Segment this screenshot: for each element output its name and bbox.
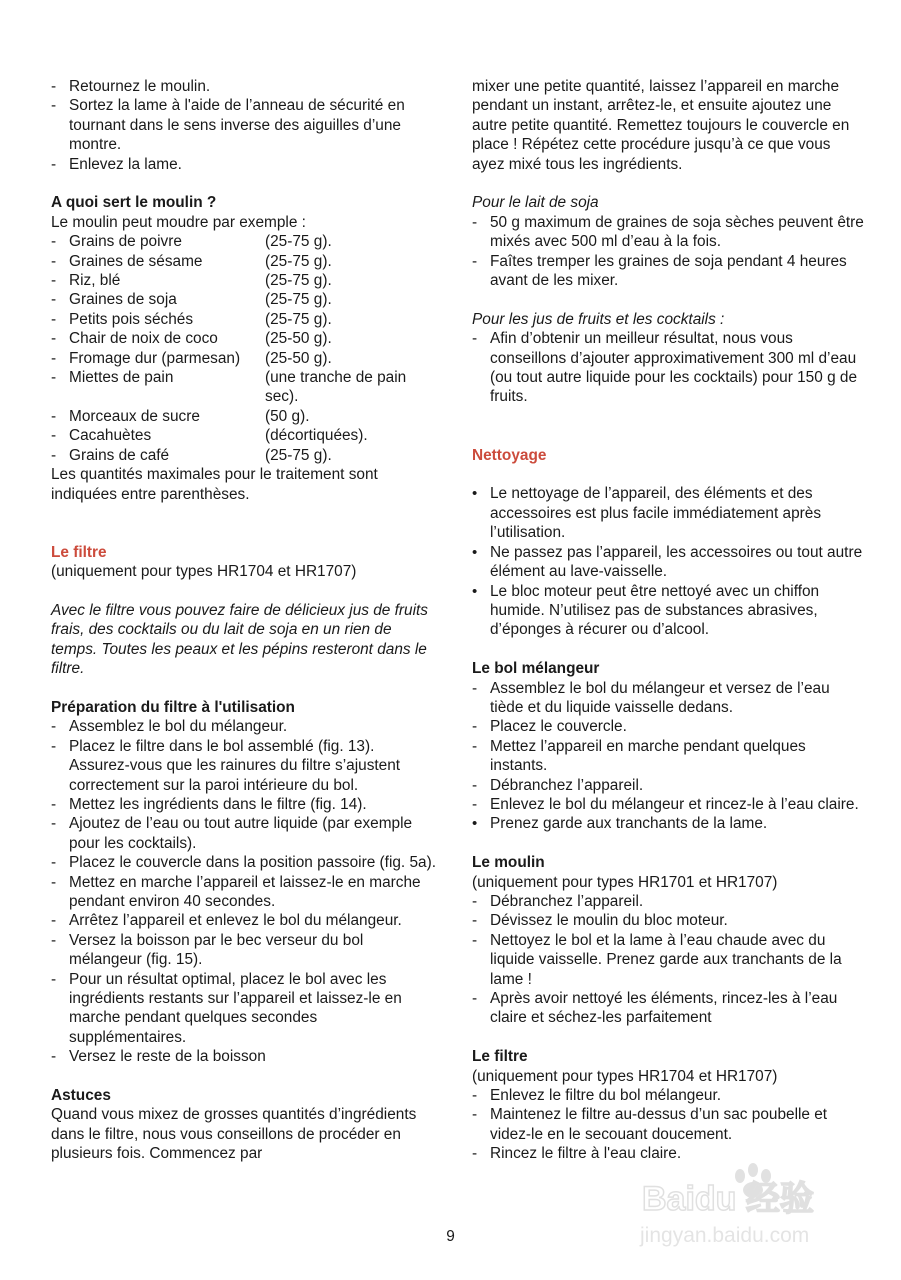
right-column [472, 77, 864, 1164]
list-item: - Assemblez le bol du mélangeur et versez de l’eau tiède et du liquide vaisselle dedans. [472, 679, 830, 716]
list-item: - Dévissez le moulin du bloc moteur. [472, 912, 728, 930]
bowl-list [472, 679, 864, 834]
bullet-item: • Le bloc moteur peut être nettoyé avec un chiffon humide. N’utilisez pas de substances abrasives, d’éponges à récurer ou d’alcool. [472, 582, 820, 639]
list-item: - Débranchez l’appareil. [472, 892, 644, 910]
list-item: - Mettez l’appareil en marche pendant quelques instants. [472, 737, 806, 775]
filter-section-heading: Le filtre [51, 543, 107, 561]
list-item: - 50 g maximum de graines de soja sèches peuvent être mixés avec 500 ml d’eau à la fois. [472, 213, 864, 251]
list-item: - Enlevez la lame. [51, 155, 182, 173]
list-item: - Mettez les ingrédients dans le filtre (fig. 14). [51, 795, 367, 813]
list-item: - Assemblez le bol du mélangeur. [51, 718, 288, 736]
grinder-heading: A quoi sert le moulin ? [51, 194, 217, 212]
list-item: - Retournez le moulin. [51, 78, 211, 95]
watermark-url: jingyan.baidu.com [640, 1224, 810, 1247]
juice-heading: Pour les jus de fruits et les cocktails : [472, 310, 725, 328]
left-column [51, 77, 436, 1164]
grinder-item: - Petits pois séchés (25-75 g). [51, 310, 332, 328]
page-number: 9 [446, 1228, 455, 1245]
grinder-item: - Cacahuètes (décortiquées). [51, 427, 368, 445]
list-item: - Versez la boisson par le bec verseur du bol mélangeur (fig. 15). [51, 931, 364, 969]
grinder-item: - Chair de noix de coco (25-50 g). [51, 330, 332, 348]
dash-marker: - [51, 78, 57, 95]
grinder-item: - Fromage dur (parmesan) (25-50 g). [51, 349, 332, 367]
cleaning-list [472, 484, 864, 639]
grinder-item: - Grains de café (25-75 g). [51, 446, 332, 464]
grinder-item: - Morceaux de sucre (50 g). [51, 407, 310, 425]
list-item: - Placez le couvercle. [472, 718, 627, 736]
grinder-item: - Miettes de pain (une tranche de pain sec). [51, 369, 407, 406]
grinder-item: - Grains de poivre (25-75 g). [51, 233, 332, 251]
grinder-item: - Graines de sésame (25-75 g). [51, 252, 332, 270]
list-item: - Mettez en marche l’appareil et laissez-le en marche pendant environ 40 secondes. [51, 873, 421, 910]
prep-heading: Préparation du filtre à l'utilisation [51, 698, 295, 716]
list-item: - Enlevez le bol du mélangeur et rincez-le à l’eau claire. [472, 795, 859, 813]
dash-marker: - [51, 155, 57, 173]
list-item: - Versez le reste de la boisson [51, 1048, 266, 1066]
grinder-intro: Le moulin peut moudre par exemple : [51, 213, 306, 231]
list-item: - Pour un résultat optimal, placez le bol avec les ingrédients restants sur l’appareil et laissez-le en marche pendant quelques secondes supplémentaires. [51, 970, 402, 1046]
mill-heading: Le moulin [472, 854, 545, 872]
dash-list [51, 77, 436, 174]
grinder-item: - Graines de soja (25-75 g). [51, 291, 332, 309]
list-item: - Nettoyez le bol et la lame à l’eau chaude avec du liquide vaisselle. Prenez garde aux tranchants de la lame ! [472, 931, 842, 988]
list-item: - Ajoutez de l’eau ou tout autre liquide (par exemple pour les cocktails). [51, 815, 413, 852]
juice-list [472, 329, 864, 407]
filter-clean-types: (uniquement pour types HR1704 et HR1707) [472, 1067, 778, 1085]
list-item: - Rincez le filtre à l'eau claire. [472, 1145, 682, 1163]
filter-types: (uniquement pour types HR1704 et HR1707) [51, 563, 357, 581]
grinder-list [51, 232, 436, 465]
list-item: - Placez le filtre dans le bol assemblé (fig. 13). Assurez-vous que les rainures du filtre s’ajustent correctement sur la paroi intérieure du bol. [51, 737, 401, 794]
tips-heading: Astuces [51, 1087, 111, 1105]
list-item: - Faîtes tremper les graines de soja pendant 4 heures avant de les mixer. [472, 252, 847, 290]
mill-list [472, 892, 864, 1028]
list-item: - Après avoir nettoyé les éléments, rincez-les à l’eau claire et séchez-les parfaitement [472, 990, 838, 1027]
filter-clean-heading: Le filtre [472, 1048, 528, 1066]
filter-intro: Avec le filtre vous pouvez faire de délicieux jus de fruits frais, des cocktails ou du lait de soja en un rien de temps. Toutes les peaux et les pépins resteront dans le filtre. [51, 601, 428, 678]
prep-list [51, 717, 436, 1066]
list-item: - Maintenez le filtre au-dessus d’un sac poubelle et videz-le en le secouant doucement. [472, 1106, 828, 1143]
mill-types: (uniquement pour types HR1701 et HR1707) [472, 873, 778, 891]
tips-text: Quand vous mixez de grosses quantités d’ingrédients dans le filtre, nous vous conseillons de procéder en plusieurs fois. Commencez par [51, 1106, 417, 1163]
bullet-item: • Prenez garde aux tranchants de la lame. [472, 815, 768, 833]
list-item: - Placez le couvercle dans la position passoire (fig. 5a). [51, 854, 437, 872]
bullet-item: • Ne passez pas l’appareil, les accessoires ou tout autre élément au lave-vaisselle. [472, 543, 863, 581]
continued-text: mixer une petite quantité, laissez l’appareil en marche pendant un instant, arrêtez-le, et ensuite ajoutez une autre petite quantité. Remettez toujours le couvercle en place ! Répétez cette procédure jusqu’à ce que vous ayez mixé tous les ingrédients. [472, 78, 850, 173]
baidu-watermark-logo [622, 1150, 862, 1250]
grinder-item: - Riz, blé (25-75 g). [51, 272, 332, 290]
list-item: - Sortez la lame à l'aide de l’anneau de sécurité en tournant dans le sens inverse des aiguilles d’une montre. [51, 97, 405, 154]
list-item: - Débranchez l’appareil. [472, 776, 644, 794]
list-item: - Arrêtez l’appareil et enlevez le bol du mélangeur. [51, 912, 402, 930]
watermark-brand: Baidu 经验 [642, 1180, 814, 1218]
soy-list [472, 213, 864, 291]
grinder-note: Les quantités maximales pour le traitement sont indiquées entre parenthèses. [51, 466, 378, 503]
list-item: - Enlevez le filtre du bol mélangeur. [472, 1087, 721, 1105]
cleaning-heading: Nettoyage [472, 446, 547, 464]
list-item: - Afin d’obtenir un meilleur résultat, nous vous conseillons d’ajouter approximativement 300 ml d’eau (ou tout autre liquide pour les cocktails) pour 150 g de fruits. [472, 330, 858, 406]
dash-marker: - [51, 97, 57, 115]
bullet-item: • Le nettoyage de l’appareil, des éléments et des accessoires est plus facile immédiatement après l’utilisation. [472, 485, 822, 542]
bowl-heading: Le bol mélangeur [472, 660, 600, 678]
soy-heading: Pour le lait de soja [472, 194, 599, 212]
